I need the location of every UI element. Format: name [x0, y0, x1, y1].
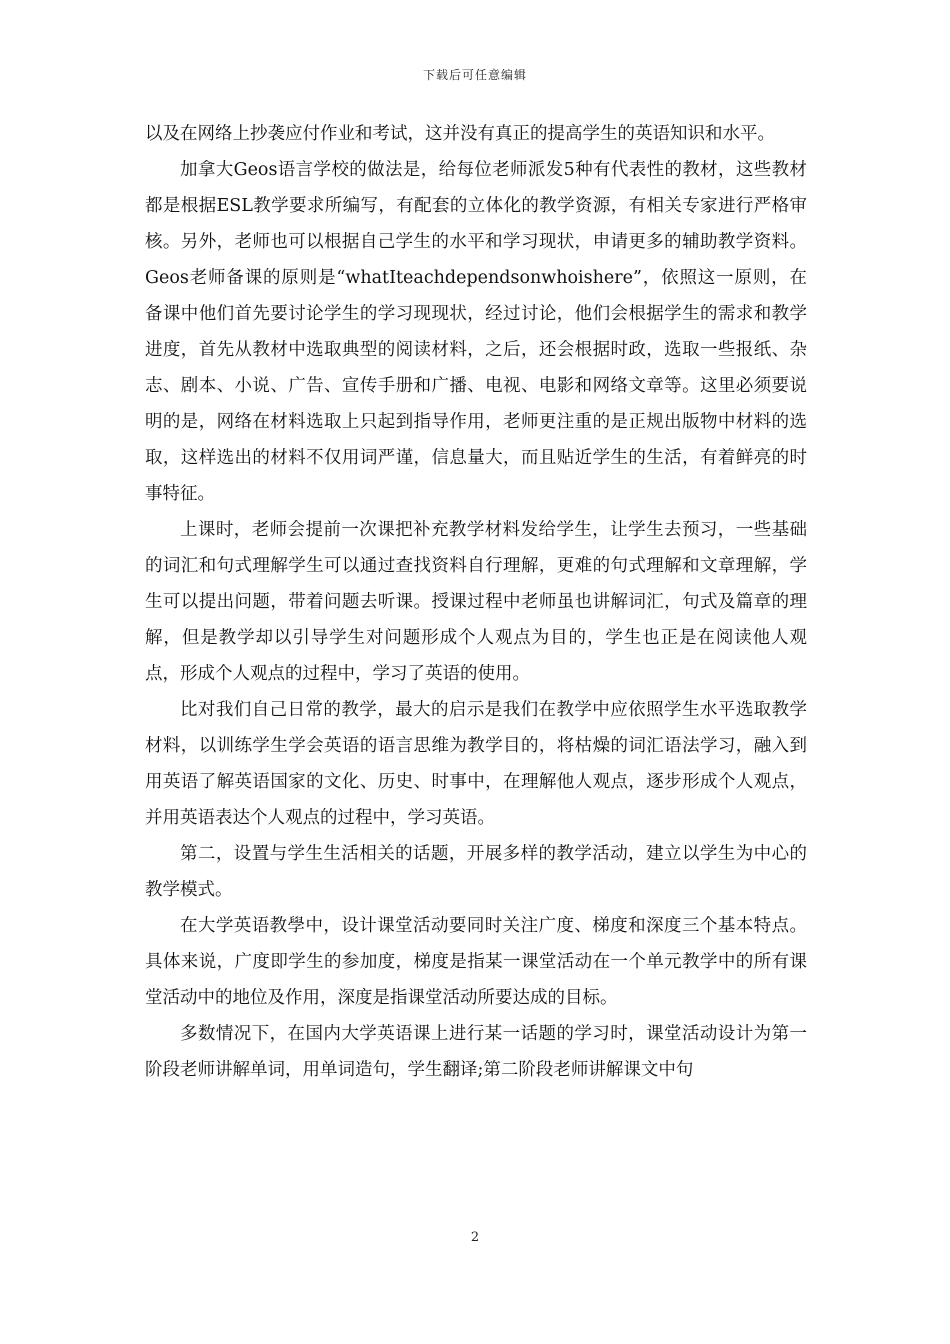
paragraph: 上课时，老师会提前一次课把补充教学材料发给学生，让学生去预习，一些基础的词汇和句式理解学生可以通过查找资料自行理解，更难的句式理解和文章理解，学生可以提出问题，带着问题去听课。授课过程中老师虽也讲解词汇，句式及篇章的理解，但是教学却以引导学生对问题形成个人观点为目的，学生也正是在阅读他人观点，形成个人观点的过程中，学习了英语的使用。	[145, 520, 807, 684]
page-header: 下载后可任意编辑	[422, 68, 527, 82]
page-number: 2	[470, 1230, 480, 1245]
paragraph: 加拿大Geos语言学校的做法是，给每位老师派发5种有代表性的教材，这些教材都是根据ESL教学要求所编写，有配套的立体化的教学资源，有相关专家进行严格审核。另外，老师也可以根据自己学生的水平和学习现状，申请更多的辅助教学资料。Geos老师备课的原则是“whatIteachdependsonwhoishere”，依照这一原则，在备课中他们首先要讨论学生的学习现现状，经过讨论，他们会根据学生的需求和教学进度，首先从教材中选取典型的阅读材料，之后，还会根据时政，选取一些报纸、杂志、剧本、小说、广告、宣传手册和广播、电视、电影和网络文章等。这里必须要说明的是，网络在材料选取上只起到指导作用，老师更注重的是正规出版物中材料的选取，这样选出的材料不仅用词严谨，信息量大，而且贴近学生的生活，有着鲜亮的时事特征。	[145, 160, 807, 504]
paragraph: 在大学英语教學中，设计课堂活动要同时关注广度、梯度和深度三个基本特点。具体来说，广度即学生的参加度，梯度是指某一课堂活动在一个单元教学中的所有课堂活动中的地位及作用，深度是指课堂活动所要达成的目标。	[145, 916, 807, 1008]
paragraph: 以及在网络上抄袭应付作业和考试，这并没有真正的提高学生的英语知识和水平。	[145, 124, 775, 144]
document-body	[145, 116, 807, 1088]
paragraph: 比对我们自己日常的教学，最大的启示是我们在教学中应依照学生水平选取教学材料，以训练学生学会英语的语言思维为教学目的，将枯燥的词汇语法学习，融入到用英语了解英语国家的文化、历史、时事中，在理解他人观点，逐步形成个人观点，并用英语表达个人观点的过程中，学习英语。	[145, 700, 807, 828]
paragraph: 第二，设置与学生生活相关的话题，开展多样的教学活动，建立以学生为中心的教学模式。	[145, 844, 807, 900]
paragraph: 多数情况下，在国内大学英语课上进行某一话题的学习时，课堂活动设计为第一阶段老师讲解单词，用单词造句，学生翻译;第二阶段老师讲解课文中句	[145, 1024, 807, 1080]
